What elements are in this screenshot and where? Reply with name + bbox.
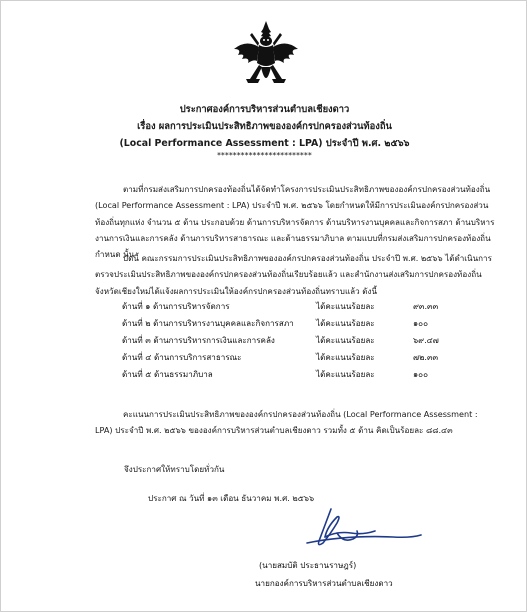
score-item-score-label: ได้คะแนนร้อยละ [316,318,375,328]
score-item [122,315,482,332]
score-item-value: ๑๐๐ [413,318,429,328]
score-item-label: ด้านที่ ๔ ด้านการบริการสาธารณะ [122,352,242,362]
announcement-subject: เรื่อง ผลการประเมินประสิทธิภาพขององค์กรปกครองส่วนท้องถิ่น [137,121,392,132]
signatory-position: นายกองค์การบริหารส่วนตำบลเชียงดาว [255,578,393,588]
announcement-subject-lpa: (Local Performance Assessment : LPA) ประจำปี พ.ศ. ๒๕๖๖ [119,138,410,149]
announcement-title: ประกาศองค์การบริหารส่วนตำบลเชียงดาว [179,104,350,115]
score-item-score-label: ได้คะแนนร้อยละ [316,335,375,345]
score-item-value: ๑๐๐ [413,369,429,379]
score-item-score-label: ได้คะแนนร้อยละ [316,369,375,379]
score-item [122,349,482,366]
score-item-score-label: ได้คะแนนร้อยละ [316,352,375,362]
paragraph-total-score-text: คะแนนการประเมินประสิทธิภาพขององค์กรปกครองส่วนท้องถิ่น (Local Performance Assessment : LPA) ประจำปี พ.ศ. ๒๕๖๖ ขององค์การบริหารส่วนตำบลเชียงดาว รวมทั้ง ๕ ด้าน คิดเป็นร้อยละ ๘๘.๔๓ [95,409,478,436]
separator-stars: ************************ [217,151,312,160]
score-item [122,366,482,383]
paragraph-background-text: ตามที่กรมส่งเสริมการปกครองท้องถิ่นได้จัดทำโครงการประเมินประสิทธิภาพขององค์กรปกครองส่วนท้องถิ่น (Local Performance Assessment : LPA) ประจำปี พ.ศ. ๒๕๖๖ โดยกำหนดให้มีการประเมินองค์กรปกครองส่วนท้องถิ่นทุกแห่ง จำนวน ๕ ด้าน ประกอบด้วย ด้านการบริหารจัดการ ด้านบริหารงานบุคคลและกิจการสภา ด้านบริหารงานการเงินและการคลัง ด้านการบริหารสาธารณะ และด้านธรรมาภิบาล ตามแบบที่กรมส่งเสริมการปกครองท้องถิ่นกำหนด นั้น [95,184,495,260]
garuda-emblem-icon [228,19,304,93]
score-item-score-label: ได้คะแนนร้อยละ [316,301,375,311]
announcement-date: ประกาศ ณ วันที่ ๑๓ เดือน ธันวาคม พ.ศ. ๒๕๖๖ [148,493,315,503]
score-item [122,298,482,315]
paragraph-closing: จึงประกาศให้ทราบโดยทั่วกัน [124,464,225,474]
signature-image [297,503,427,555]
score-item [122,332,482,349]
score-item-label: ด้านที่ ๒ ด้านการบริหารงานบุคคลและกิจการสภา [122,318,294,328]
score-item-label: ด้านที่ ๕ ด้านธรรมาภิบาล [122,369,213,379]
score-item-value: ๖๙.๔๗ [413,335,439,345]
score-item-value: ๙๓.๓๓ [413,301,439,311]
paragraph-result-intro [95,250,495,299]
score-item-label: ด้านที่ ๓ ด้านการบริหารการเงินและการคลัง [122,335,275,345]
paragraph-total-score [95,406,495,439]
score-list [122,298,482,383]
score-item-label: ด้านที่ ๑ ด้านการบริหารจัดการ [122,301,230,311]
paragraph-result-intro-text: บัดนี้ คณะกรรมการประเมินประสิทธิภาพขององค์กรปกครองส่วนท้องถิ่น ประจำปี พ.ศ. ๒๕๖๖ ได้ดำเนินการตรวจประเมินประสิทธิภาพขององค์กรปกครองส่วนท้องถิ่นเรียบร้อยแล้ว และสำนักงานส่งเสริมการปกครองท้องถิ่นจังหวัดเชียงใหม่ได้แจ้งผลการประเมินให้องค์กรปกครองส่วนท้องถิ่นทราบแล้ว ดังนี้ [95,253,492,296]
signatory-name: (นายสมบัติ ประธานราษฎร์) [259,560,357,570]
score-item-value: ๗๒.๓๓ [413,352,439,362]
